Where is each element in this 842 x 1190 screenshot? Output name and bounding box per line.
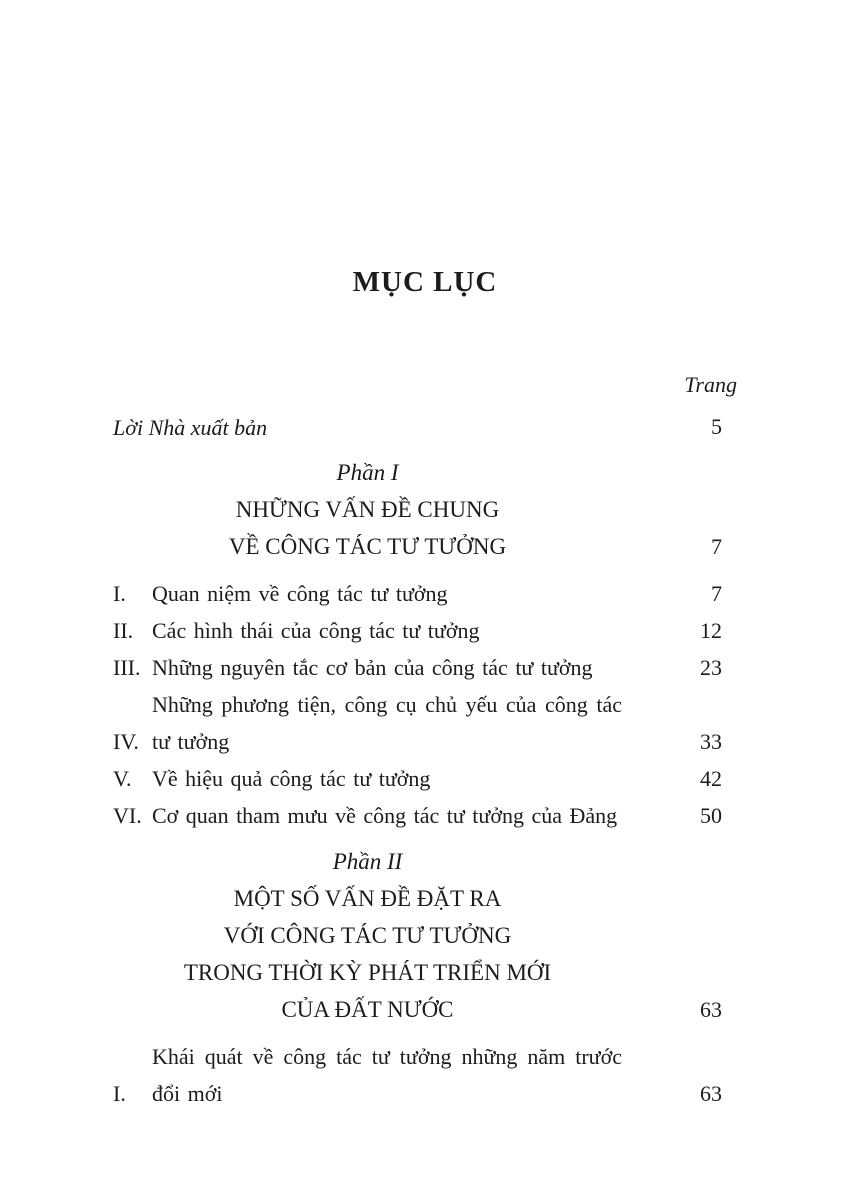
part-1-label: Phần I bbox=[336, 460, 399, 485]
toc-item bbox=[113, 760, 737, 797]
part-1-title-row bbox=[113, 528, 737, 565]
item-numeral: I. bbox=[113, 1081, 126, 1106]
item-page-number: 23 bbox=[700, 655, 722, 680]
item-numeral: IV. bbox=[113, 729, 139, 754]
item-page-number: 12 bbox=[700, 618, 722, 643]
item-numeral: V. bbox=[113, 766, 132, 791]
item-numeral: III. bbox=[113, 655, 141, 680]
toc-item bbox=[113, 612, 737, 649]
toc-item bbox=[113, 1038, 737, 1112]
toc-item bbox=[113, 686, 737, 760]
page-title: MỤC LỤC bbox=[352, 266, 498, 298]
page-column-header: Trang bbox=[684, 372, 737, 397]
preface-entry bbox=[113, 408, 737, 445]
toc-item bbox=[113, 649, 737, 686]
item-page-number: 7 bbox=[711, 581, 722, 606]
preface-page-number: 5 bbox=[711, 414, 722, 439]
item-text: Cơ quan tham mưu về công tác tư tưởng của Đảng bbox=[152, 803, 618, 828]
part-2-title-line: VỚI CÔNG TÁC TƯ TƯỞNG bbox=[223, 923, 512, 948]
item-text: Những phương tiện, công cụ chủ yếu của công tác tư tưởng bbox=[152, 692, 622, 754]
part-2-items bbox=[113, 1038, 737, 1112]
part-2-title-row bbox=[113, 991, 737, 1028]
part-1-items bbox=[113, 575, 737, 834]
preface-label: Lời Nhà xuất bản bbox=[113, 415, 268, 440]
part-2-title-line: CỦA ĐẤT NƯỚC bbox=[281, 997, 454, 1022]
item-page-number: 63 bbox=[700, 1081, 722, 1106]
item-numeral: I. bbox=[113, 581, 126, 606]
item-numeral: II. bbox=[113, 618, 134, 643]
part-2-title-line: TRONG THỜI KỲ PHÁT TRIỂN MỚI bbox=[183, 960, 552, 985]
item-text: Khái quát về công tác tư tưởng những năm trước đổi mới bbox=[152, 1044, 622, 1106]
item-text: Quan niệm về công tác tư tưởng bbox=[152, 581, 448, 606]
part-1-title-line: VỀ CÔNG TÁC TƯ TƯỞNG bbox=[228, 534, 507, 559]
item-text: Những nguyên tắc cơ bản của công tác tư tưởng bbox=[152, 655, 593, 680]
part-1-title-line: NHỮNG VẤN ĐỀ CHUNG bbox=[235, 497, 500, 522]
item-text: Về hiệu quả công tác tư tưởng bbox=[152, 766, 431, 791]
item-numeral: VI. bbox=[113, 803, 142, 828]
item-page-number: 33 bbox=[700, 729, 722, 754]
part-1-page-number: 7 bbox=[711, 534, 722, 559]
toc-item bbox=[113, 575, 737, 612]
part-2-label: Phần II bbox=[332, 849, 403, 874]
toc-content bbox=[113, 0, 737, 1112]
item-text: Các hình thái của công tác tư tưởng bbox=[152, 618, 480, 643]
part-2-page-number: 63 bbox=[700, 997, 722, 1022]
item-page-number: 42 bbox=[700, 766, 722, 791]
toc-item bbox=[113, 797, 737, 834]
item-page-number: 50 bbox=[700, 803, 722, 828]
part-2-title-line: MỘT SỐ VẤN ĐỀ ĐẶT RA bbox=[233, 886, 502, 911]
